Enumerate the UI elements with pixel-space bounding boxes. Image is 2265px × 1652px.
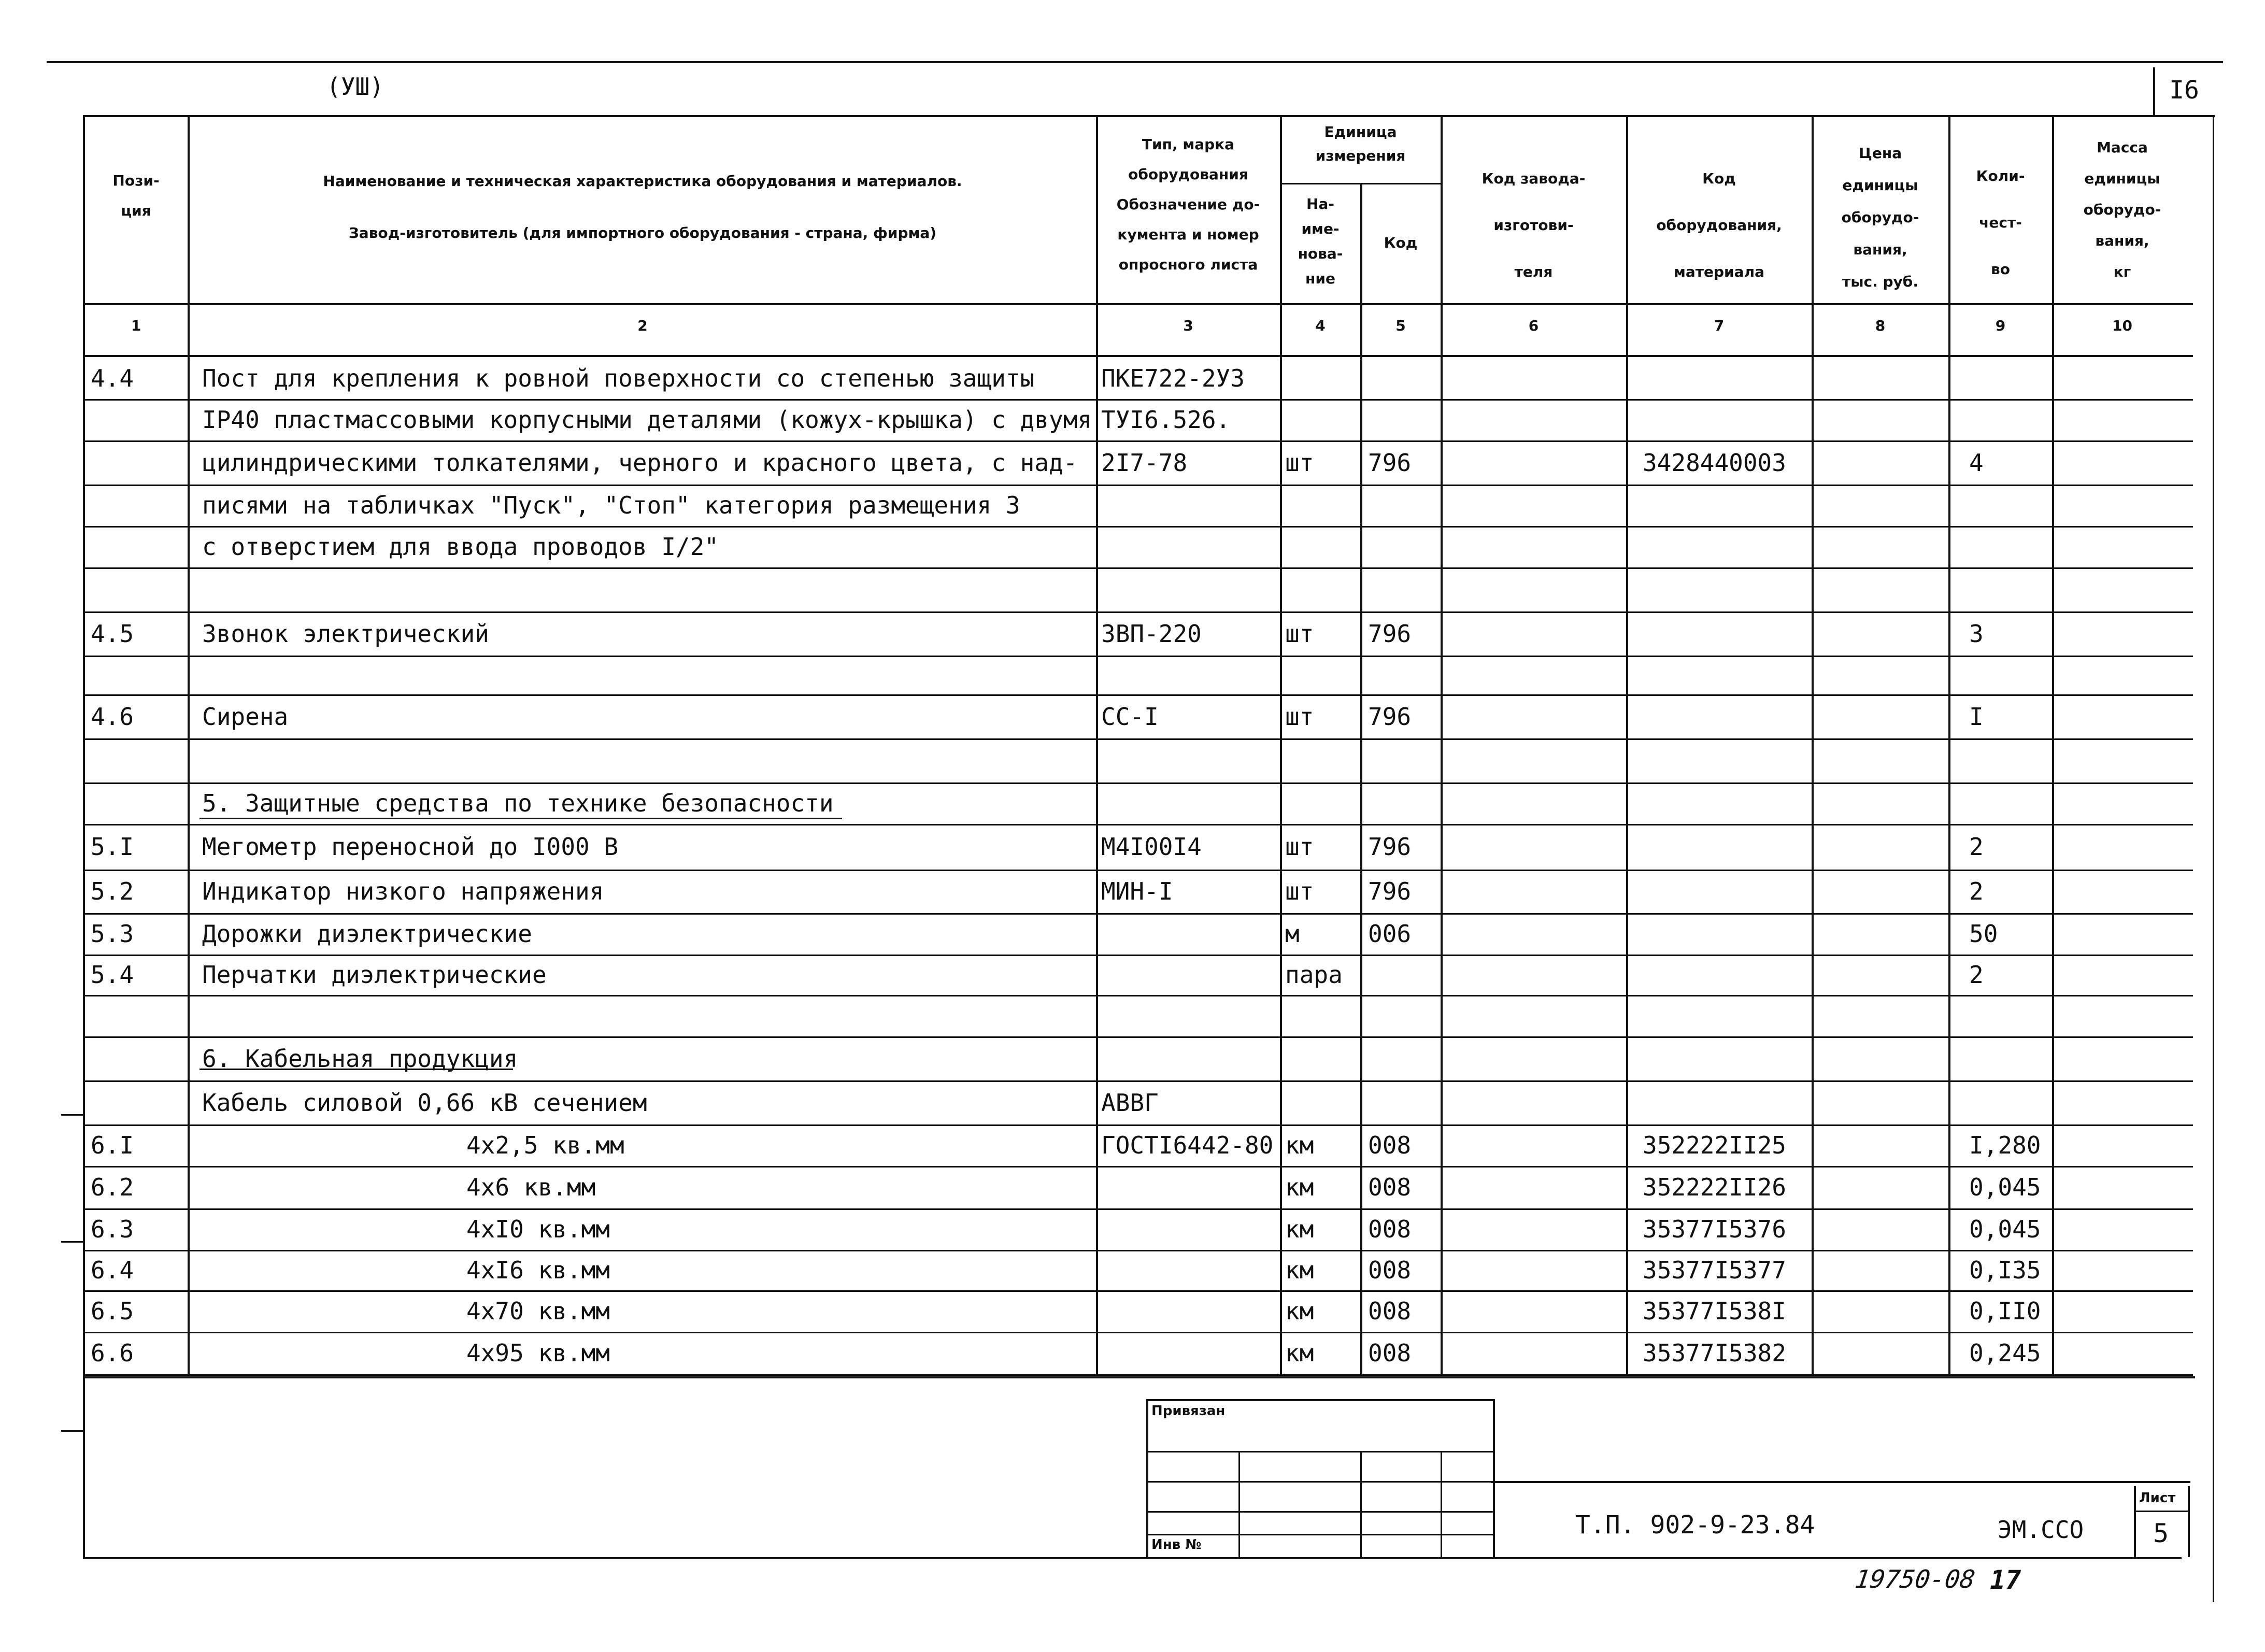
row-unit-code: 008: [1368, 1131, 1412, 1159]
row-separator: [83, 485, 2193, 486]
col-line-4: [1360, 183, 1362, 1374]
row-separator: [83, 694, 2193, 696]
margin-tick: [61, 1241, 84, 1243]
row-type: МИН-I: [1101, 877, 1173, 905]
row-name: 4х2,5 кв.мм: [466, 1131, 624, 1159]
row-unit-code: 796: [1368, 877, 1412, 905]
row-qty: 2: [1969, 877, 1984, 905]
row-name: 4хI0 кв.мм: [466, 1215, 610, 1243]
row-name: 6. Кабельная продукция: [202, 1044, 518, 1073]
row-name: 4х95 кв.мм: [466, 1339, 610, 1367]
row-name: Индикатор низкого напряжения: [202, 877, 604, 905]
margin-tick: [61, 1114, 84, 1116]
row-unit: шт: [1285, 833, 1314, 861]
row-unit-code: 008: [1368, 1256, 1412, 1284]
corner-sheet-number: I6: [2169, 76, 2199, 105]
section-mark: (УШ): [326, 73, 384, 101]
footer-number: 19750-08: [1853, 1565, 1977, 1594]
row-pos: 5.4: [91, 961, 134, 989]
row-separator: [83, 440, 2193, 442]
row-name: цилиндрическими толкателями, черного и красного цвета, с над-: [202, 448, 1078, 477]
row-name: Мегометр переносной до I000 В: [202, 833, 619, 861]
row-unit: шт: [1285, 619, 1314, 648]
row-type: 2I7-78: [1101, 448, 1188, 477]
header-equip-code: Код оборудования, материала: [1656, 170, 1782, 280]
row-equip-code: 35377I5382: [1643, 1339, 1786, 1367]
row-type: ЗВП-220: [1101, 619, 1202, 648]
row-separator: [83, 824, 2193, 825]
row-name: Перчатки диэлектрические: [202, 961, 547, 989]
row-type: СС-I: [1101, 702, 1159, 731]
header-unit-code: Код: [1384, 234, 1418, 251]
row-unit-code: 008: [1368, 1297, 1412, 1325]
top-border: [47, 61, 2223, 63]
row-type: АВВГ: [1101, 1088, 1159, 1117]
row-separator: [83, 1290, 2193, 1292]
colnum-2: 2: [637, 317, 648, 334]
row-separator: [83, 738, 2193, 740]
row-unit: пара: [1285, 961, 1343, 989]
row-unit: км: [1285, 1256, 1314, 1284]
header-price: Цена единицы оборудо- вания, тыс. руб.: [1841, 145, 1919, 290]
row-separator: [83, 567, 2193, 569]
row-unit-code: 008: [1368, 1215, 1412, 1243]
row-unit: км: [1285, 1297, 1314, 1325]
title-block-top: [1491, 1481, 2190, 1483]
sheet-box-line: [2134, 1511, 2188, 1512]
row-qty: 2: [1969, 961, 1984, 989]
sheet-label: Лист: [2139, 1490, 2176, 1506]
row-equip-code: 352222II26: [1643, 1173, 1786, 1201]
row-name: 4х6 кв.мм: [466, 1173, 596, 1201]
row-unit: км: [1285, 1131, 1314, 1159]
row-name: Звонок электрический: [202, 619, 489, 648]
row-unit-code: 006: [1368, 920, 1412, 948]
row-type: ГОСТI6442-80: [1101, 1131, 1274, 1159]
row-unit-code: 796: [1368, 448, 1412, 477]
row-unit-code: 008: [1368, 1339, 1412, 1367]
col-line-1: [188, 115, 190, 1374]
inv-label: Инв №: [1151, 1537, 1202, 1553]
stamp-vline: [1360, 1451, 1362, 1557]
row-qty: 0,II0: [1969, 1297, 2041, 1325]
row-separator: [83, 1208, 2193, 1210]
row-unit-code: 796: [1368, 833, 1412, 861]
row-separator: [83, 1332, 2193, 1333]
bottom-left-line: [83, 1374, 85, 1558]
margin-tick: [61, 1430, 84, 1432]
row-pos: 6.6: [91, 1339, 134, 1367]
header-name: Наименование и техническая характеристика оборудования и материалов. Завод-изготовитель (для импортного оборудования - страна, фирма): [323, 173, 962, 241]
row-separator: [83, 913, 2193, 915]
row-pos: 6.3: [91, 1215, 134, 1243]
row-pos: 4.6: [91, 702, 134, 731]
row-qty: 0,I35: [1969, 1256, 2041, 1284]
colnum-5: 5: [1395, 317, 1406, 334]
row-equip-code: 35377I5376: [1643, 1215, 1786, 1243]
row-separator: [83, 1250, 2193, 1251]
col-line-8: [1948, 115, 1950, 1374]
col-line-2: [1096, 115, 1098, 1374]
section6-underline: [200, 1069, 513, 1070]
row-pos: 4.4: [91, 364, 134, 392]
row-unit: км: [1285, 1339, 1314, 1367]
row-unit: км: [1285, 1215, 1314, 1243]
row-name: Дорожки диэлектрические: [202, 920, 532, 948]
section5-underline: [200, 818, 842, 819]
colnum-8: 8: [1875, 317, 1886, 334]
row-name: 4хI6 кв.мм: [466, 1256, 610, 1284]
row-separator: [83, 1080, 2193, 1082]
row-unit: шт: [1285, 877, 1314, 905]
row-unit: шт: [1285, 702, 1314, 731]
row-pos: 5.2: [91, 877, 134, 905]
row-separator: [83, 995, 2193, 996]
row-qty: 0,045: [1969, 1173, 2041, 1201]
right-edge: [2213, 115, 2214, 1602]
row-pos: 5.I: [91, 833, 134, 861]
stamp-vline: [1238, 1451, 1240, 1557]
row-separator: [83, 782, 2193, 784]
row-unit: шт: [1285, 448, 1314, 477]
row-type: ПКЕ722-2У3: [1101, 364, 1245, 392]
row-unit-code: 796: [1368, 702, 1412, 731]
col-line-7: [1812, 115, 1814, 1374]
sheet-number: 5: [2153, 1518, 2169, 1548]
row-qty: I: [1969, 702, 1984, 731]
row-separator: [83, 526, 2193, 528]
header-unit-name: На- име- нова- ние: [1298, 195, 1343, 287]
row-separator: [83, 399, 2193, 401]
bound-label: Привязан: [1151, 1403, 1226, 1419]
row-equip-code: 352222II25: [1643, 1131, 1786, 1159]
row-equip-code: 3428440003: [1643, 448, 1786, 477]
colnum-10: 10: [2112, 317, 2132, 334]
doc-mark: ЭМ.ССО: [1998, 1516, 2084, 1544]
row-pos: 4.5: [91, 619, 134, 648]
row-pos: 6.2: [91, 1173, 134, 1201]
row-name: IP40 пластмассовыми корпусными деталями (кожух-крышка) с двумя: [202, 406, 1092, 434]
row-qty: I,280: [1969, 1131, 2041, 1159]
col-line-6: [1626, 115, 1628, 1374]
bottom-border: [83, 1557, 2182, 1559]
colnum-4: 4: [1315, 317, 1326, 334]
row-name: 4х70 кв.мм: [466, 1297, 610, 1325]
colnum-bottom-line: [83, 355, 2193, 357]
row-separator: [83, 955, 2193, 956]
row-unit-code: 008: [1368, 1173, 1412, 1201]
row-pos: 6.5: [91, 1297, 134, 1325]
row-qty: 50: [1969, 920, 1998, 948]
header-unit-group: Единица измерения: [1315, 123, 1406, 164]
colnum-9: 9: [1995, 317, 2006, 334]
row-separator: [83, 656, 2193, 657]
row-name: Пост для крепления к ровной поверхности со степенью защиты: [202, 364, 1035, 392]
row-name: писями на табличках "Пуск", "Стоп" категория размещения 3: [202, 491, 1020, 519]
header-pos: Пози- ция: [112, 172, 160, 219]
row-separator: [83, 1166, 2193, 1167]
row-unit: км: [1285, 1173, 1314, 1201]
row-qty: 3: [1969, 619, 1984, 648]
doc-code: Т.П. 902-9-23.84: [1575, 1511, 1815, 1540]
colnum-3: 3: [1183, 317, 1193, 334]
row-pos: 6.4: [91, 1256, 134, 1284]
row-qty: 0,245: [1969, 1339, 2041, 1367]
col-line-9: [2052, 115, 2054, 1374]
col-line-5: [1441, 115, 1443, 1374]
stamp-vline: [1441, 1451, 1442, 1557]
row-pos: 5.3: [91, 920, 134, 948]
header-bottom-line: [83, 303, 2193, 305]
row-equip-code: 35377I538I: [1643, 1297, 1786, 1325]
colnum-1: 1: [131, 317, 141, 334]
colnum-7: 7: [1714, 317, 1725, 334]
col-line-3: [1280, 115, 1282, 1374]
row-qty: 0,045: [1969, 1215, 2041, 1243]
row-separator: [83, 1374, 2193, 1376]
row-qty: 2: [1969, 833, 1984, 861]
row-separator: [83, 1036, 2193, 1038]
colnum-6: 6: [1528, 317, 1539, 334]
row-type: М4I00I4: [1101, 833, 1202, 861]
row-name: с отверстием для ввода проводов I/2": [202, 533, 719, 561]
header-mass: Масса единицы оборудо- вания, кг: [2083, 139, 2161, 280]
header-qty: Коли- чест- во: [1976, 167, 2025, 278]
row-unit-code: 796: [1368, 619, 1412, 648]
row-qty: 4: [1969, 448, 1984, 477]
row-equip-code: 35377I5377: [1643, 1256, 1786, 1284]
row-separator: [83, 1124, 2193, 1126]
row-pos: 6.I: [91, 1131, 134, 1159]
header-type: Тип, марка оборудования Обозначение до- кумента и номер опросного листа: [1116, 136, 1260, 273]
row-type: ТУI6.526.: [1101, 406, 1231, 434]
footer-page: 17: [1990, 1565, 2021, 1595]
row-separator: [83, 870, 2193, 871]
row-name: Сирена: [202, 702, 289, 731]
row-separator: [83, 611, 2193, 613]
row-unit: м: [1285, 920, 1300, 948]
row-name: 5. Защитные средства по технике безопасности: [202, 789, 834, 817]
row-name: Кабель силовой 0,66 кВ сечением: [202, 1088, 647, 1117]
header-factory-code: Код завода- изготови- теля: [1481, 170, 1586, 280]
